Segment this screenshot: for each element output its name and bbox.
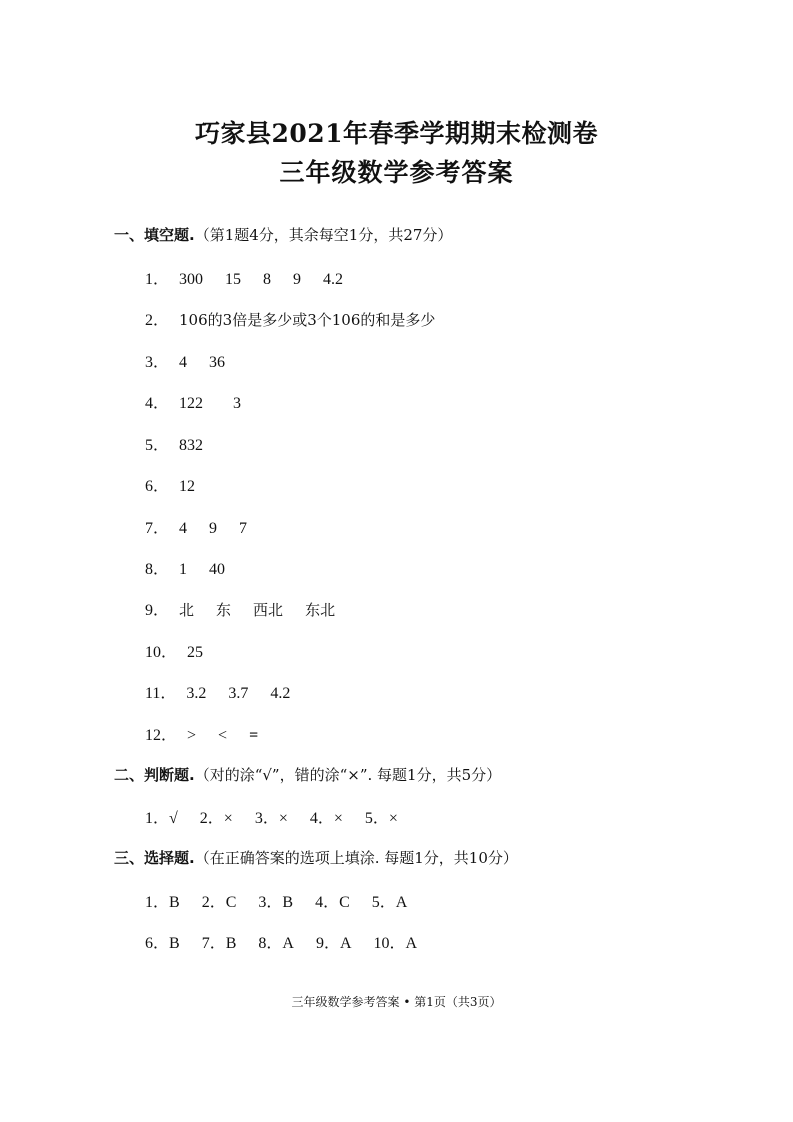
- section-note: （对的涂“√”，错的涂“×”. 每题1分，共5分）: [194, 766, 502, 784]
- answer-value: 4．C: [315, 894, 350, 911]
- answer-value: 8．: [145, 561, 170, 578]
- answer-value: 6．B: [145, 935, 180, 952]
- answer-value: 东: [216, 601, 232, 619]
- answer-value: 3．: [145, 354, 170, 371]
- answer-value: 832: [179, 437, 204, 454]
- answer-value: 10．: [145, 644, 178, 661]
- page-footer: 三年级数学参考答案 • 第1页（共3页）: [291, 995, 502, 1009]
- answer-value: 5．A: [371, 894, 408, 911]
- answer-value: 122: [179, 395, 204, 412]
- answer-value: 9: [293, 271, 302, 288]
- answer-value: 9．: [145, 602, 170, 619]
- multiple-choice-answers-row-2: [145, 930, 439, 953]
- answer-value: 4: [179, 354, 188, 371]
- answer-item: [145, 307, 435, 330]
- answer-value: 12．: [145, 727, 178, 744]
- answer-value: 北: [179, 601, 195, 619]
- answer-item: [145, 722, 258, 745]
- multiple-choice-answers-row-1: [145, 889, 429, 912]
- answer-value: 3.2: [186, 685, 207, 702]
- answer-value: 西北: [253, 601, 284, 619]
- answer-value: 11．: [145, 685, 177, 702]
- answer-value: 106的3倍是多少或3个106的和是多少: [179, 311, 436, 329]
- answer-value: 4．: [145, 395, 170, 412]
- answer-item: [145, 515, 247, 538]
- answer-value: 5．: [145, 437, 170, 454]
- answer-value: 3.7: [228, 685, 249, 702]
- answer-value: 4: [179, 520, 188, 537]
- section-heading: 一、填空题.: [114, 226, 195, 244]
- answer-value: >: [187, 727, 197, 744]
- answer-value: 1．√: [145, 810, 178, 827]
- section-heading: 二、判断题.: [114, 766, 195, 784]
- answer-value: 8．A: [258, 935, 294, 952]
- answer-item: [145, 556, 225, 579]
- answer-value: 1: [179, 561, 188, 578]
- document-title: 巧家县2021年春季学期期末检测卷: [194, 119, 599, 148]
- true-false-answers: [145, 805, 420, 828]
- document-subtitle: 三年级数学参考答案: [279, 158, 514, 187]
- answer-value: 4．×: [309, 810, 343, 827]
- answer-item: [145, 390, 241, 413]
- answer-value: 8: [263, 271, 272, 288]
- answer-value: 7．B: [201, 935, 237, 952]
- answer-value: 3．B: [258, 894, 294, 911]
- answer-value: 12: [179, 478, 196, 495]
- answer-value: 4.2: [270, 685, 291, 702]
- answer-value: 4.2: [323, 271, 344, 288]
- answer-value: 2．×: [199, 810, 233, 827]
- answer-value: 3: [233, 395, 242, 412]
- section-fill-in-blank-heading: [114, 224, 452, 245]
- answer-value: 40: [209, 561, 226, 578]
- answer-value: 9: [209, 520, 218, 537]
- answer-value: <: [218, 727, 228, 744]
- answer-value: 300: [179, 271, 204, 288]
- answer-value: 5．×: [364, 810, 398, 827]
- answer-item: [145, 266, 343, 289]
- answer-value: =: [249, 727, 259, 744]
- answer-value: 3．×: [254, 810, 288, 827]
- answer-value: 6．: [145, 478, 170, 495]
- answer-value: 1．: [145, 271, 170, 288]
- answer-item: [145, 349, 225, 372]
- answer-value: 东北: [305, 601, 336, 619]
- answer-value: 7．: [145, 520, 170, 537]
- section-note: （在正确答案的选项上填涂. 每题1分，共10分）: [194, 849, 518, 867]
- section-heading: 三、选择题.: [114, 849, 195, 867]
- answer-item: [145, 597, 335, 620]
- section-true-false-heading: [114, 764, 501, 785]
- answer-value: 15: [225, 271, 242, 288]
- answer-value: 2．: [145, 312, 170, 329]
- answer-value: 36: [209, 354, 226, 371]
- answer-value: 10．A: [373, 935, 418, 952]
- answer-value: 2．C: [201, 894, 237, 911]
- answer-value: 9．A: [315, 935, 352, 952]
- answer-value: 1．B: [145, 894, 180, 911]
- answer-value: 7: [239, 520, 248, 537]
- answer-value: 25: [187, 644, 204, 661]
- answer-item: [145, 639, 203, 662]
- answer-item: [145, 432, 203, 455]
- answer-item: [145, 473, 195, 496]
- answer-item: [145, 680, 290, 703]
- section-note: （第1题4分，其余每空1分，共27分）: [194, 226, 453, 244]
- section-multiple-choice-heading: [114, 847, 518, 868]
